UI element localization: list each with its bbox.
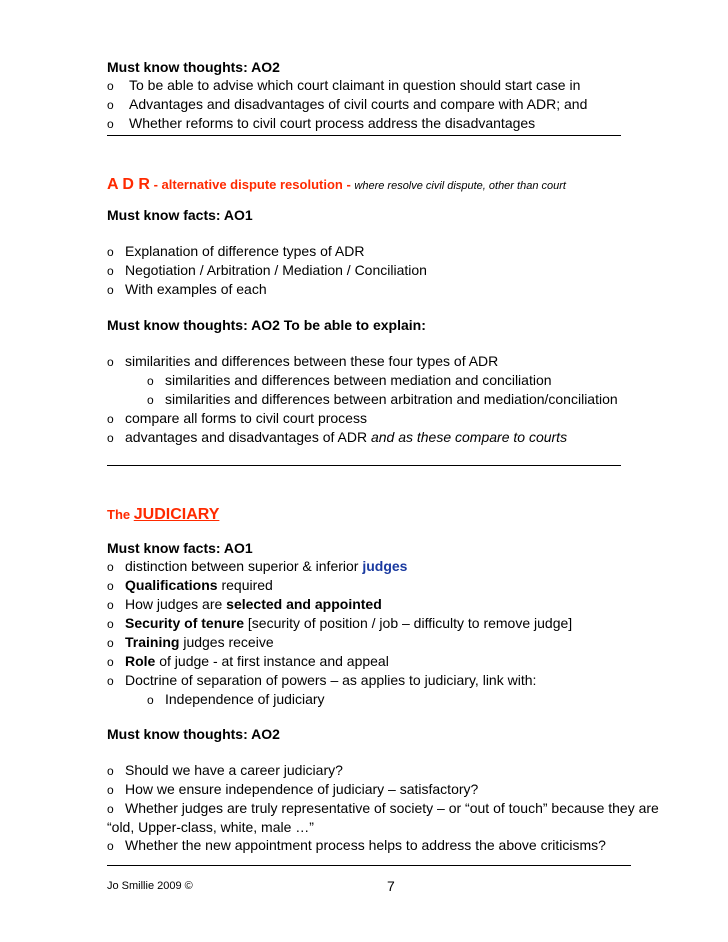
bullet-icon: o [107,839,114,853]
bullet-icon: o [107,598,114,612]
bullet-icon: o [147,374,154,388]
judiciary-title: The JUDICIARY [107,506,220,523]
list-item: o Training judges receive [107,634,274,650]
list-item: o Qualifications required [107,577,273,593]
top-thoughts-heading: Must know thoughts: AO2 [107,59,280,75]
sub-list-item: o similarities and differences between arbitration and mediation/conciliation [147,391,618,407]
page-footer [107,880,621,892]
judiciary-facts-heading: Must know facts: AO1 [107,540,253,556]
bullet-icon: o [147,693,154,707]
bullet-icon: o [107,98,114,112]
sub-list-item: o similarities and differences between mediation and conciliation [147,372,552,388]
bullet-icon: o [107,412,114,426]
bullet-icon: o [107,560,114,574]
adr-thoughts-heading: Must know thoughts: AO2 To be able to explain: [107,317,426,333]
list-item: o Negotiation / Arbitration / Mediation / Conciliation [107,262,427,278]
list-item: o Doctrine of separation of powers – as applies to judiciary, link with: [107,672,537,688]
page-number: 7 [387,878,395,894]
bullet-icon: o [107,431,114,445]
list-item: o With examples of each [107,281,267,297]
bullet-icon: o [107,117,114,131]
document-page [107,58,687,866]
bullet-icon: o [107,674,114,688]
bullet-icon: o [107,617,114,631]
bullet-icon: o [107,783,114,797]
bullet-icon: o [107,802,114,816]
list-item: o How judges are selected and appointed [107,596,382,612]
bullet-icon: o [107,579,114,593]
list-item: o Whether the new appointment process helps to address the above criticisms? [107,837,606,853]
list-item: o Role of judge - at first instance and appeal [107,653,389,669]
list-item: o Explanation of difference types of ADR [107,243,365,259]
list-item: o Whether judges are truly representative of society – or “out of touch” because they are [107,800,659,816]
judiciary-thoughts-heading: Must know thoughts: AO2 [107,726,280,742]
bullet-icon: o [107,264,114,278]
divider [107,865,631,866]
list-item: o Advantages and disadvantages of civil courts and compare with ADR; and [107,96,588,112]
bullet-icon: o [107,283,114,297]
bullet-icon: o [107,79,114,93]
list-item: o How we ensure independence of judiciary – satisfactory? [107,781,479,797]
sub-list-item: o Independence of judiciary [147,691,325,707]
list-item: o compare all forms to civil court process [107,410,367,426]
bullet-icon: o [147,393,154,407]
bullet-icon: o [107,355,114,369]
bullet-icon: o [107,764,114,778]
list-item: o similarities and differences between these four types of ADR [107,353,499,369]
adr-title: A D R - alternative dispute resolution - where resolve civil dispute, other than court [107,176,566,193]
bullet-icon: o [107,655,114,669]
adr-facts-heading: Must know facts: AO1 [107,207,253,223]
bullet-icon: o [107,245,114,259]
footer-author: Jo Smillie 2009 © [107,880,193,892]
list-item: o To be able to advise which court claimant in question should start case in [107,77,581,93]
bullet-icon: o [107,636,114,650]
list-item: o Whether reforms to civil court process address the disadvantages [107,115,536,131]
list-item-continuation: “old, Upper-class, white, male …” [107,819,314,835]
list-item: o Security of tenure [security of position / job – difficulty to remove judge] [107,615,573,631]
list-item: o advantages and disadvantages of ADR and as these compare to courts [107,429,568,445]
list-item: o distinction between superior & inferior judges [107,558,408,574]
list-item: o Should we have a career judiciary? [107,762,343,778]
